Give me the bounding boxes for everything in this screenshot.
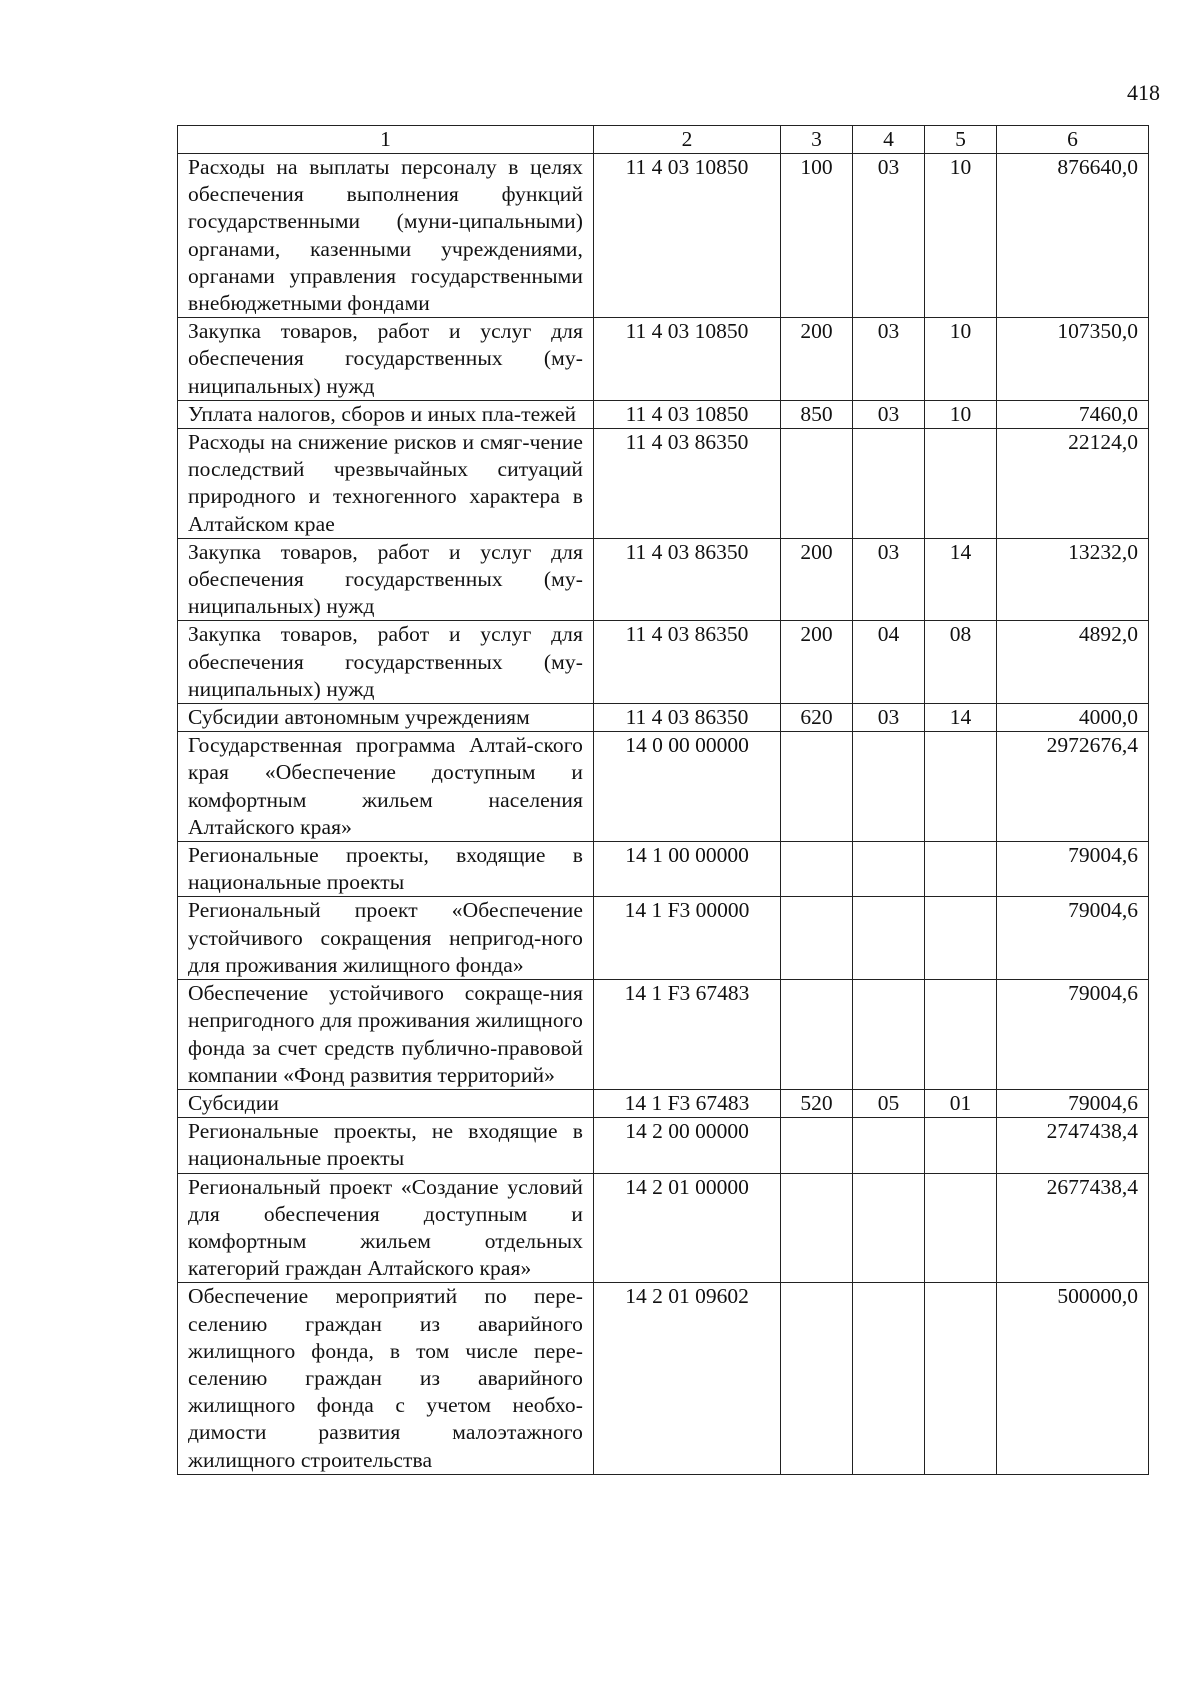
row-code: 14 2 00 00000: [594, 1118, 781, 1173]
row-expense-type: [781, 842, 853, 897]
row-expense-type: 100: [781, 154, 853, 318]
row-expense-type: 620: [781, 704, 853, 732]
row-code: 14 2 01 00000: [594, 1173, 781, 1283]
row-expense-type: [781, 1173, 853, 1283]
row-code: 11 4 03 10850: [594, 154, 781, 318]
row-name: Региональные проекты, не входящие в национальные проекты: [178, 1118, 594, 1173]
row-amount: 13232,0: [997, 538, 1149, 621]
row-subsection: [925, 1173, 997, 1283]
row-code: 14 1 F3 67483: [594, 1089, 781, 1117]
row-section: [853, 1283, 925, 1474]
header-row: [178, 126, 1149, 154]
row-name: Региональный проект «Обеспечение устойчивого сокращения непригод-ного для проживания жилищного фонда»: [178, 897, 594, 980]
row-code: 11 4 03 86350: [594, 621, 781, 704]
row-code: 14 2 01 09602: [594, 1283, 781, 1474]
row-amount: 876640,0: [997, 154, 1149, 318]
table-row: [178, 704, 1149, 732]
table-row: [178, 980, 1149, 1090]
row-code: 14 1 F3 00000: [594, 897, 781, 980]
row-name: Государственная программа Алтай-ского края «Обеспечение доступным и комфортным жильем населения Алтайского края»: [178, 732, 594, 842]
row-subsection: 10: [925, 154, 997, 318]
row-amount: 79004,6: [997, 842, 1149, 897]
row-name: Закупка товаров, работ и услуг для обеспечения государственных (му-ниципальных) нужд: [178, 538, 594, 621]
row-expense-type: [781, 429, 853, 539]
row-amount: 4000,0: [997, 704, 1149, 732]
row-name: Расходы на снижение рисков и смяг-чение последствий чрезвычайных ситуаций природного и техногенного характера в Алтайском крае: [178, 429, 594, 539]
row-section: 03: [853, 704, 925, 732]
row-code: 11 4 03 86350: [594, 538, 781, 621]
row-section: 03: [853, 538, 925, 621]
row-expense-type: [781, 732, 853, 842]
row-expense-type: [781, 1283, 853, 1474]
table-row: [178, 1089, 1149, 1117]
row-name: Региональный проект «Создание условий для обеспечения доступным и комфортным жильем отдельных категорий граждан Алтайского края»: [178, 1173, 594, 1283]
row-amount: 79004,6: [997, 897, 1149, 980]
row-subsection: 10: [925, 318, 997, 401]
table-row: [178, 1118, 1149, 1173]
row-amount: 7460,0: [997, 400, 1149, 428]
column-header: 1: [178, 126, 594, 154]
row-section: [853, 842, 925, 897]
page-number: 418: [1127, 80, 1160, 105]
row-section: [853, 429, 925, 539]
row-code: 11 4 03 10850: [594, 400, 781, 428]
row-subsection: 08: [925, 621, 997, 704]
table-row: [178, 154, 1149, 318]
row-section: [853, 897, 925, 980]
table-row: [178, 318, 1149, 401]
row-code: 14 1 00 00000: [594, 842, 781, 897]
row-amount: 500000,0: [997, 1283, 1149, 1474]
row-expense-type: [781, 1118, 853, 1173]
row-name: Закупка товаров, работ и услуг для обеспечения государственных (му-ниципальных) нужд: [178, 621, 594, 704]
row-expense-type: 200: [781, 538, 853, 621]
table-row: [178, 732, 1149, 842]
row-section: 03: [853, 154, 925, 318]
row-section: 03: [853, 400, 925, 428]
row-amount: 4892,0: [997, 621, 1149, 704]
table-row: [178, 842, 1149, 897]
row-section: [853, 980, 925, 1090]
row-amount: 107350,0: [997, 318, 1149, 401]
row-amount: 2677438,4: [997, 1173, 1149, 1283]
row-code: 11 4 03 10850: [594, 318, 781, 401]
row-section: [853, 1118, 925, 1173]
row-name: Расходы на выплаты персоналу в целях обеспечения выполнения функций государственными (муни-ципальными) органами, казенными учреждениями, органами управления государственными внебюджетными фондами: [178, 154, 594, 318]
table-row: [178, 1283, 1149, 1474]
row-subsection: [925, 1118, 997, 1173]
table-row: [178, 429, 1149, 539]
row-subsection: [925, 980, 997, 1090]
row-subsection: [925, 732, 997, 842]
table-row: [178, 897, 1149, 980]
row-amount: 2972676,4: [997, 732, 1149, 842]
row-subsection: [925, 1283, 997, 1474]
row-amount: 22124,0: [997, 429, 1149, 539]
row-section: 03: [853, 318, 925, 401]
row-subsection: [925, 842, 997, 897]
row-name: Региональные проекты, входящие в национальные проекты: [178, 842, 594, 897]
row-name: Обеспечение мероприятий по пере-селению граждан из аварийного жилищного фонда, в том числе пере-селению граждан из аварийного жилищного фонда с учетом необхо-димости развития малоэтажного жилищного строительства: [178, 1283, 594, 1474]
row-subsection: 14: [925, 704, 997, 732]
row-subsection: 14: [925, 538, 997, 621]
column-header: 6: [997, 126, 1149, 154]
table-row: [178, 621, 1149, 704]
table-row: [178, 538, 1149, 621]
column-header: 2: [594, 126, 781, 154]
row-name: Обеспечение устойчивого сокраще-ния непригодного для проживания жилищного фонда за счет средств публично-правовой компании «Фонд развития территорий»: [178, 980, 594, 1090]
row-name: Уплата налогов, сборов и иных пла-тежей: [178, 400, 594, 428]
row-amount: 2747438,4: [997, 1118, 1149, 1173]
row-section: 04: [853, 621, 925, 704]
row-section: 05: [853, 1089, 925, 1117]
row-section: [853, 1173, 925, 1283]
row-name: Субсидии автономным учреждениям: [178, 704, 594, 732]
table-row: [178, 400, 1149, 428]
row-code: 14 1 F3 67483: [594, 980, 781, 1090]
row-subsection: 10: [925, 400, 997, 428]
row-subsection: 01: [925, 1089, 997, 1117]
column-header: 4: [853, 126, 925, 154]
row-expense-type: 200: [781, 318, 853, 401]
budget-table: [177, 125, 1149, 1475]
row-expense-type: 200: [781, 621, 853, 704]
row-name: Закупка товаров, работ и услуг для обеспечения государственных (му-ниципальных) нужд: [178, 318, 594, 401]
column-header: 3: [781, 126, 853, 154]
row-section: [853, 732, 925, 842]
table-row: [178, 1173, 1149, 1283]
row-expense-type: [781, 897, 853, 980]
row-expense-type: 520: [781, 1089, 853, 1117]
column-header: 5: [925, 126, 997, 154]
row-expense-type: 850: [781, 400, 853, 428]
row-subsection: [925, 429, 997, 539]
row-name: Субсидии: [178, 1089, 594, 1117]
row-code: 14 0 00 00000: [594, 732, 781, 842]
row-subsection: [925, 897, 997, 980]
row-code: 11 4 03 86350: [594, 429, 781, 539]
row-expense-type: [781, 980, 853, 1090]
row-amount: 79004,6: [997, 980, 1149, 1090]
row-amount: 79004,6: [997, 1089, 1149, 1117]
row-code: 11 4 03 86350: [594, 704, 781, 732]
